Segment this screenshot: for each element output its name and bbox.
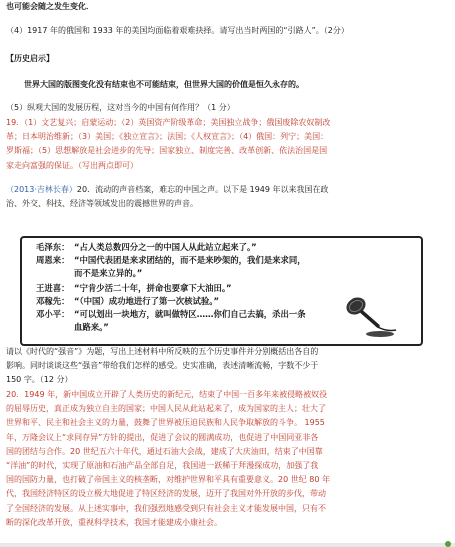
- question-20-line-2: 治、外交、科技、经济等领域发出的震撼世界的声音。: [6, 199, 198, 208]
- quote-text: “宁肯少活二十年，拼命也要拿下大油田。”: [74, 283, 232, 293]
- question-4: [6, 26, 349, 36]
- quotes-box: [20, 236, 423, 346]
- answer-20-line: 世界和平、民主和社会主义的力量，鼓舞了世界被压迫民族和人民争取解放的斗争。 1955: [6, 418, 325, 428]
- answer-20: [6, 388, 444, 530]
- task-line: 影响。同时谈谈这些“强音”带给我们怎样的感受。史实准确，表述清晰流畅，字数不少于: [6, 361, 319, 371]
- speaker-name: 邓小平：: [36, 309, 70, 319]
- bottom-decoration: [0, 535, 455, 547]
- quote-row: [36, 283, 232, 293]
- history-quote: 世界大国的版图变化没有结束也不可能结束，但世界大国的价值是恒久永存的。: [24, 80, 304, 89]
- quote-text: “（中国）成功地进行了第一次核试验。”: [74, 296, 219, 306]
- quote-text: “可以划出一块地方，就叫做特区……你们自己去搞，杀出一条: [74, 309, 306, 319]
- quote-text: “占人类总数四分之一的中国人从此站立起来了。”: [74, 242, 257, 252]
- question-20-source: （2013·吉林长春）: [6, 185, 77, 194]
- top-line: 也可能会随之发生变化．: [6, 2, 94, 11]
- answer-20-line: “洋油”的时代，实现了原油和石油产品全部自足，我国进一跃稀于拜漫探成功，加强了我: [6, 461, 319, 471]
- speaker-name: 周恩来：: [36, 255, 70, 265]
- quote-row: [36, 268, 142, 278]
- answer-19-line: 革；日本明治维新；（3）美国；《独立宣言》；法国；《人权宣言》；（4）俄国：列宁；美国：: [6, 132, 329, 142]
- answer-19: [6, 116, 444, 173]
- question-20-text: 20．流动的声音档案，难忘的中国之声。以下是 1949 年以来我国在政: [76, 185, 329, 194]
- task-line: 请以《时代的“强音”》为题，写出上述材料中所反映的五个历史事件并分别概括出各自的: [6, 347, 319, 356]
- speaker-name: 王进喜：: [36, 283, 70, 293]
- history-heading: 【历史启示】: [6, 54, 54, 63]
- answer-19-line: 19．（1）文艺复兴；启蒙运动；（2）英国资产阶级革命；美国独立战争；俄国废除农奴制改: [6, 118, 331, 127]
- quote-text: 血路来。”: [74, 322, 109, 332]
- microphone-icon: [340, 292, 398, 338]
- speaker-name: 毛泽东：: [36, 242, 70, 252]
- answer-20-line: 20．1949 年，新中国成立开辟了人类历史的新纪元，结束了中国一百多年来被侵略被奴役: [6, 390, 328, 399]
- answer-20-line: 代，我国经济特区的设立极大地促进了特区经济的发展，迈开了我国对外开放的步伐，带动: [6, 489, 326, 499]
- question-4-text: （4）1917 年的俄国和 1933 年的美国均面临着艰难抉择。请写出当时两国的“引路人”。（2分）: [6, 26, 349, 35]
- speaker-name: 邓稼先：: [36, 296, 70, 306]
- answer-20-line: 国的团结与合作。20 世纪五六十年代，通过石油大会战，建成了大庆油田，结束了中国靠: [6, 446, 323, 456]
- quote-row: [36, 255, 306, 265]
- question-5: （5）纵观大国的发展历程，这对当今的中国有何作用？（1 分）: [6, 103, 235, 112]
- task-instructions: [6, 345, 444, 388]
- answer-20-line: 国的国防力量，也打破了帝国主义的核垄断，对维护世界和平具有重要意义。20 世纪 80 年: [6, 475, 330, 485]
- question-20-line-1: [6, 185, 329, 195]
- quote-row: [36, 242, 257, 252]
- answer-20-line: 的屈辱历史，真正成为独立自主的国家；中国人民从此站起来了，成为国家的主人；壮大了: [6, 404, 326, 414]
- quote-row: [36, 309, 306, 319]
- answer-20-line: 年，万隆会议上“求同存异”方针的提出，促进了会议的圆满成功，也促进了中国同亚非各: [6, 432, 319, 442]
- task-line: 150 字。（12 分）: [6, 375, 73, 385]
- answer-19-line: 罗斯福；（5）思想解放是社会进步的先导；国家独立、制度完善、改革创新、依法治国是国: [6, 146, 328, 156]
- quote-row: [36, 322, 109, 332]
- quote-text: 而不是来立异的。”: [74, 268, 143, 278]
- answer-19-line: 家走向富强的保证。（写出两点即可）: [6, 160, 138, 170]
- quote-row: [36, 296, 219, 306]
- quote-text: “中国代表团是来求团结的，而不是来吵架的，我们是来求同，: [74, 255, 306, 265]
- answer-20-line: 断的深化改革开放，重视科学技术，我国才能建成小康社会。: [6, 517, 222, 527]
- answer-20-line: 了全国经济的发展。从上述实事中，我们强烈地感受到只有社会主义才能发展中国，只有不: [6, 503, 326, 513]
